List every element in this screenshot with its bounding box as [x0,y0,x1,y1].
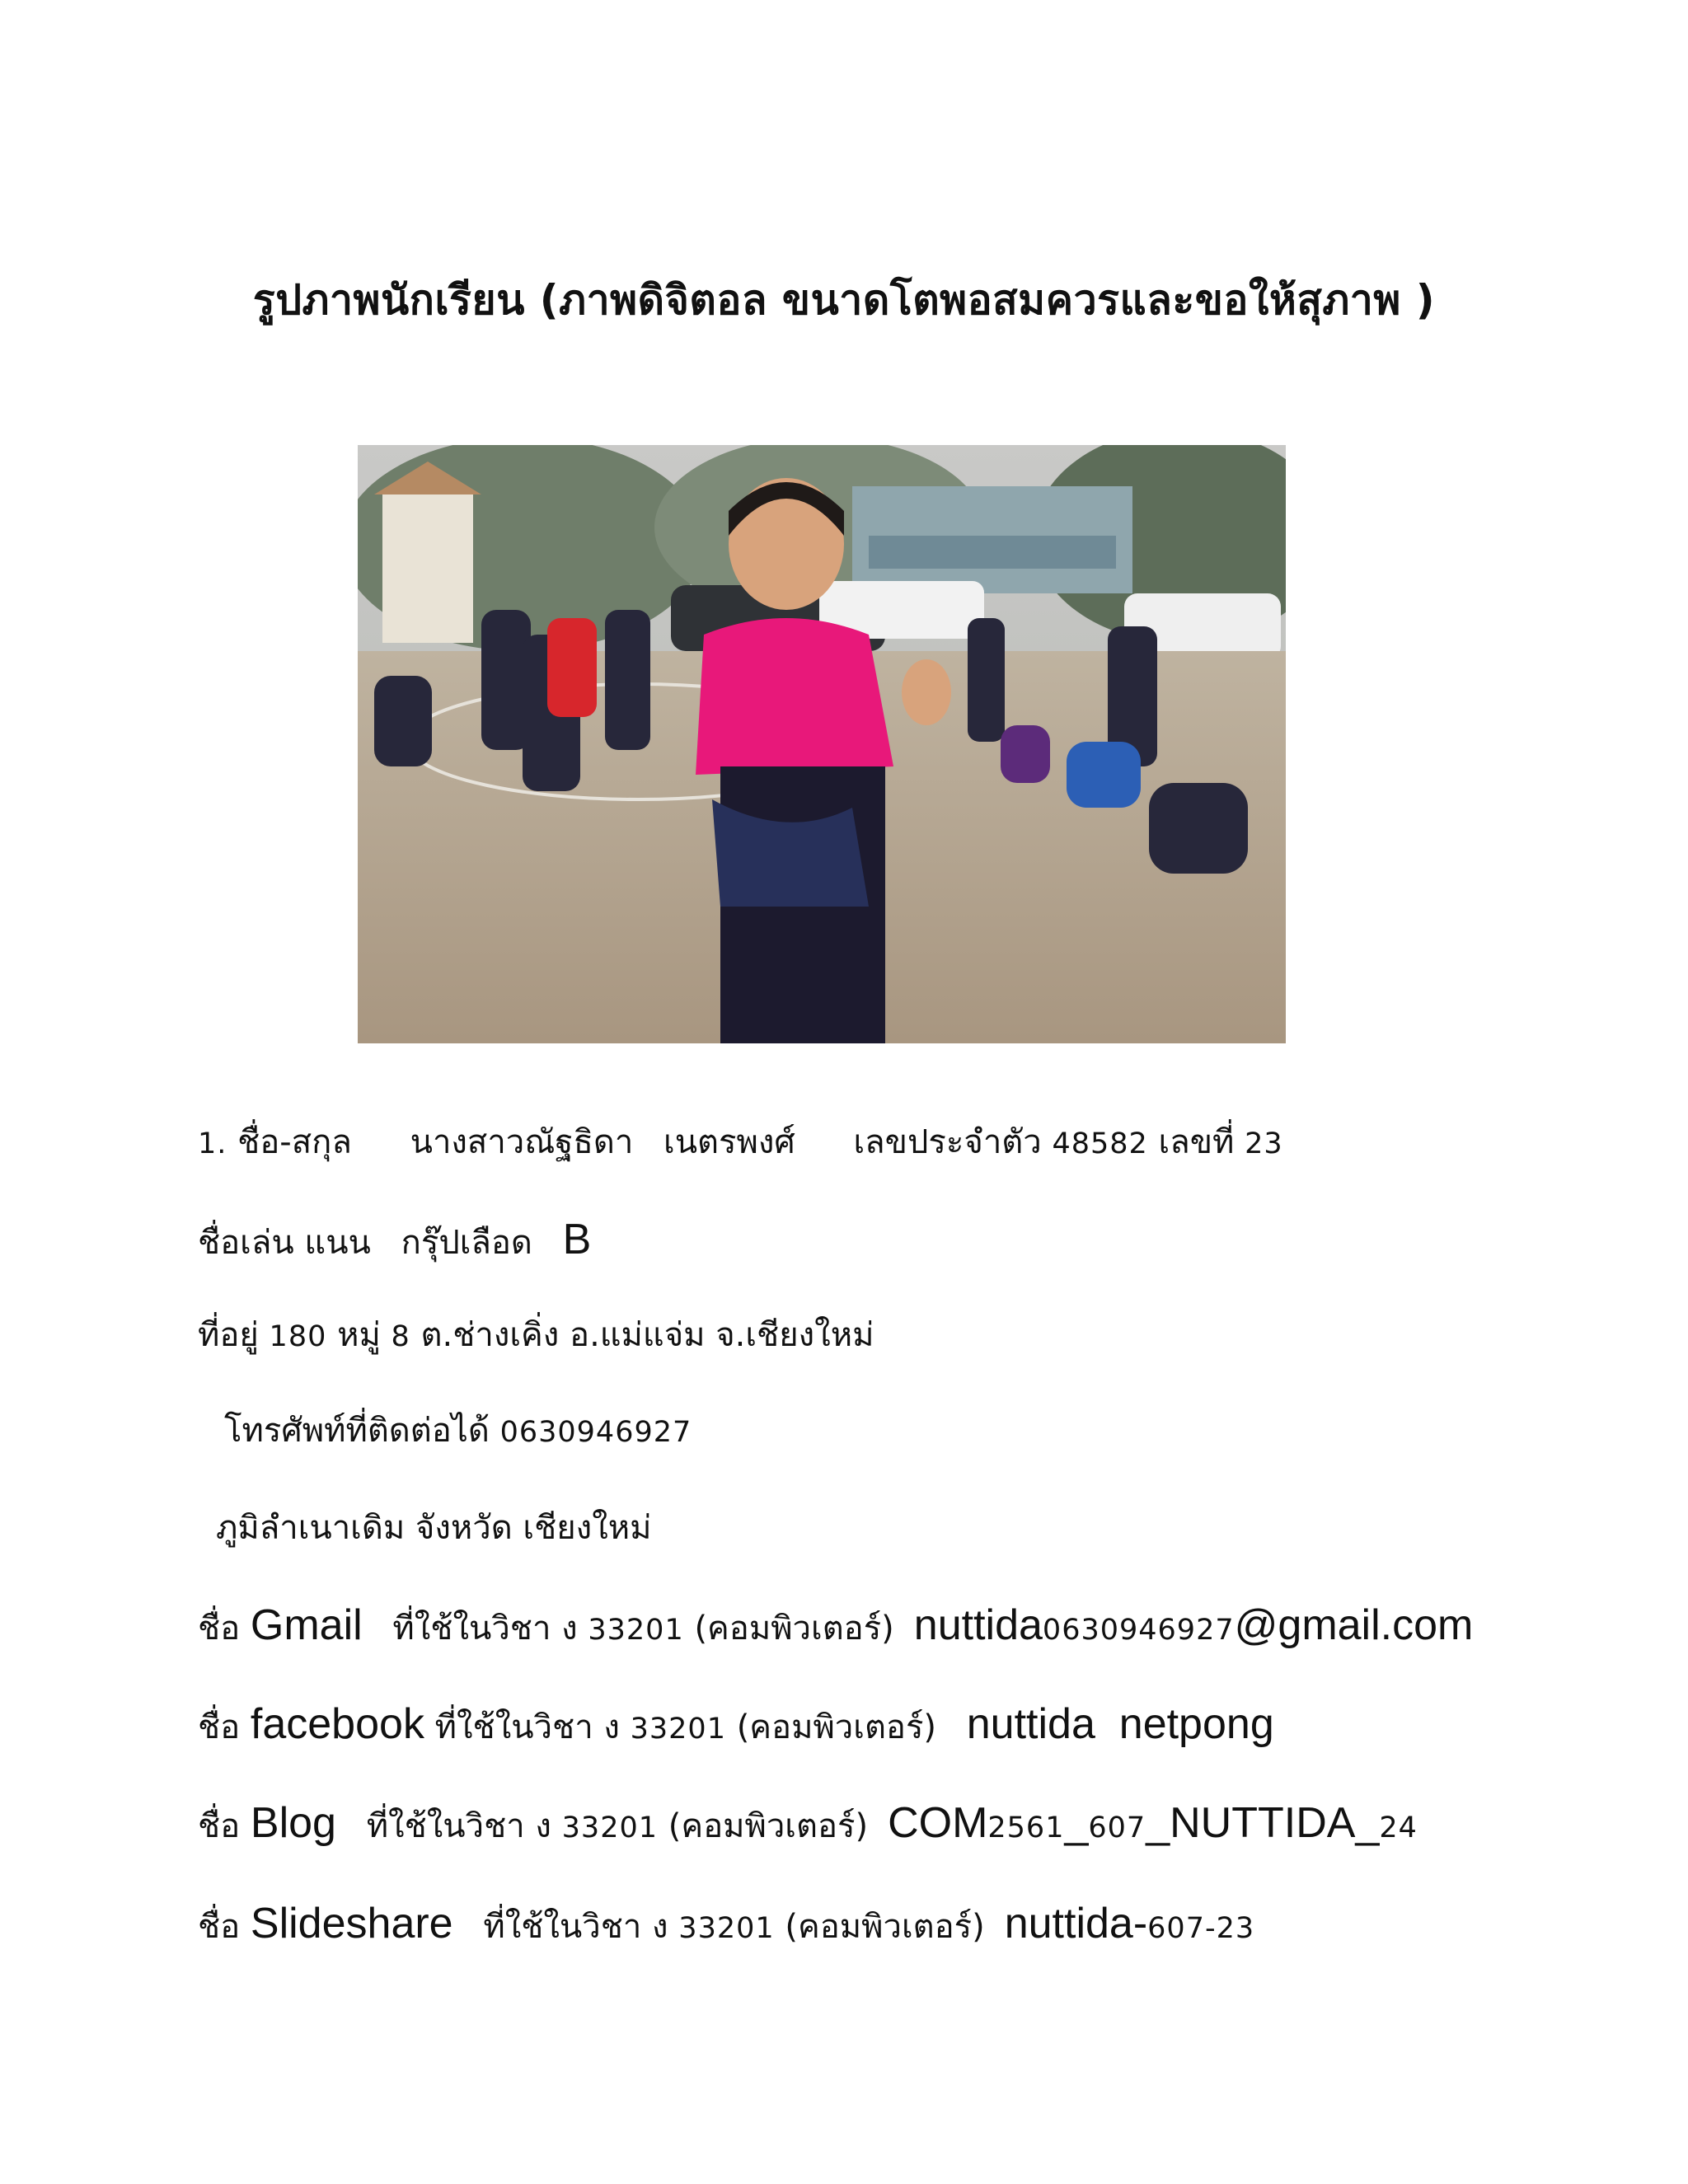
nickname-value: แนน [304,1224,371,1262]
hometown-label: ภูมิลำเนาเดิม [216,1509,406,1547]
blood-type-label: กรุ๊ปเลือด [401,1224,532,1262]
blog-line [198,1799,1418,1847]
gmail-usage: ที่ใช้ในวิชา ง [392,1610,578,1647]
moo-label: หมู่ [337,1316,381,1354]
blog-value-year: 2561 [987,1811,1065,1844]
phone-label: โทรศัพท์ที่ติดต่อได้ [224,1412,490,1450]
item-number: 1. [198,1127,227,1160]
gmail-course-name: (คอมพิวเตอร์) [694,1610,894,1647]
slideshare-course-name: (คอมพิวเตอร์) [785,1908,985,1946]
slideshare-value-number: 607-23 [1147,1912,1255,1945]
phone-value: 0630946927 [499,1416,692,1449]
gmail-prefix: ชื่อ [198,1610,241,1647]
name-line [198,1123,1283,1161]
name-value: นางสาวณัฐธิดา [410,1123,634,1161]
gmail-value-number: 0630946927 [1042,1614,1235,1647]
student-photo [358,445,1286,1043]
name-label: ชื่อ-สกุล [237,1123,352,1161]
blood-type-value: B [562,1216,592,1263]
slideshare-usage: ที่ใช้ในวิชา ง [483,1908,668,1946]
student-id-value: 48582 [1052,1127,1148,1160]
phone-line [224,1412,692,1450]
blog-usage: ที่ใช้ในวิชา ง [366,1807,551,1845]
blog-value-number: 24 [1379,1811,1418,1844]
blog-label: Blog [250,1799,336,1847]
blog-value-class: 607 [1088,1811,1146,1844]
house-number: 180 [269,1320,327,1353]
slideshare-course-code: 33201 [678,1912,775,1945]
blog-course-name: (คอมพิวเตอร์) [668,1807,869,1845]
address-line [198,1316,874,1354]
blog-value-sep: _ [1064,1799,1089,1847]
slideshare-label: Slideshare [250,1900,453,1947]
blog-value-name: _NUTTIDA_ [1146,1799,1380,1847]
slideshare-line [198,1902,1254,1945]
nickname-label: ชื่อเล่น [198,1224,294,1262]
student-id-label: เลขประจำตัว [853,1123,1042,1161]
address-label: ที่อยู่ [198,1316,259,1354]
facebook-usage: ที่ใช้ในวิชา ง [434,1708,620,1746]
student-photo-icon [358,445,1286,1043]
gmail-course-code: 33201 [588,1614,684,1647]
surname-value: เนตรพงศ์ [663,1123,795,1161]
facebook-course-code: 33201 [630,1713,726,1746]
hometown-line [216,1509,652,1547]
facebook-line [198,1700,1274,1748]
gmail-value-user: nuttida [913,1601,1043,1649]
hometown-value: จังหวัด เชียงใหม่ [415,1509,652,1547]
nickname-line [198,1218,591,1261]
class-number-label: เลขที่ [1158,1123,1235,1161]
slideshare-value-user: nuttida- [1004,1900,1148,1947]
moo-number: 8 [391,1320,410,1353]
class-number-value: 23 [1245,1127,1283,1160]
gmail-line [198,1601,1474,1649]
blog-prefix: ชื่อ [198,1807,241,1845]
blog-value-prefix: COM [888,1799,988,1847]
facebook-prefix: ชื่อ [198,1708,241,1746]
gmail-label: Gmail [250,1601,363,1649]
gmail-value-domain: @gmail.com [1234,1601,1474,1649]
slideshare-prefix: ชื่อ [198,1908,241,1946]
page-title: รูปภาพนักเรียน (ภาพดิจิตอล ขนาดโตพอสมควรและขอให้สุภาพ ) [252,276,1436,324]
address-rest: ต.ช่างเคิ่ง อ.แม่แจ่ม จ.เชียงใหม่ [420,1316,874,1354]
facebook-value: nuttida netpong [966,1700,1274,1748]
blog-course-code: 33201 [561,1811,658,1844]
facebook-course-name: (คอมพิวเตอร์) [736,1708,937,1746]
facebook-label: facebook [250,1700,424,1748]
